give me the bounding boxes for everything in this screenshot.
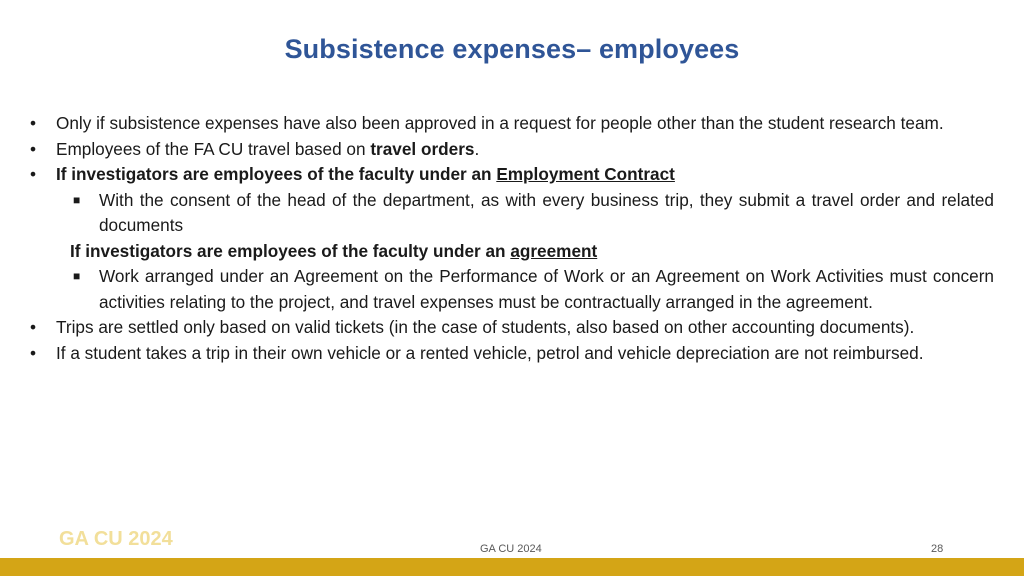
footer-logo: GA CU 2024 [59,528,173,550]
bullet-item-4 [30,315,994,341]
page-number: 28 [931,543,944,555]
footer-text: GA CU 2024 [480,543,542,555]
bullet-dot-icon: • [30,317,37,337]
slide-title: Subsistence expenses– employees [284,34,740,64]
bullet-item-3 [30,162,994,188]
employment-contract-link[interactable]: Employment Contract [496,164,675,184]
sub-bullet-item-1 [30,188,994,239]
bold-text: If investigators are employees of the faculty under an [56,164,497,184]
bullet-item-2 [30,137,994,163]
square-bullet-icon: ■ [73,192,81,207]
bold-text: travel orders [370,138,475,159]
bullet-text-end: . [474,138,480,159]
bold-text: If investigators are employees of the faculty under an [70,240,511,261]
sub-bullet-text: Work arranged under an Agreement on the Performance of Work or an Agreement on Work Activities must concern activities relating to the project, and travel expenses must be contractually arranged in the agreement. [99,266,994,312]
square-bullet-icon: ■ [73,269,81,283]
bullet-text: Employees of the FA CU travel based on [56,138,371,159]
bullet-dot-icon: • [30,113,37,133]
bullet-text: If a student takes a trip in their own vehicle or a rented vehicle, petrol and vehicle depreciation are not reimbursed. [56,342,924,363]
bullet-text: Trips are settled only based on valid tickets (in the case of students, also based on other accounting documents). [56,317,915,337]
bullet-dot-icon: • [30,164,37,184]
bullet-item-5 [30,341,994,367]
bottom-bar [0,558,1024,576]
sub-bullet-item-2 [30,264,994,315]
bullet-dot-icon: • [30,342,37,363]
agreement-link[interactable]: agreement [510,240,598,261]
bullet-text: Only if subsistence expenses have also been approved in a request for people other than the student research team. [56,113,944,133]
sub-bullet-text: With the consent of the head of the department, as with every business trip, they submit a travel order and related documents [99,189,994,235]
bullet-item-1 [30,111,994,137]
bullet-heading-agreement [30,239,994,265]
bullet-list [30,111,994,366]
bullet-dot-icon: • [30,138,37,159]
